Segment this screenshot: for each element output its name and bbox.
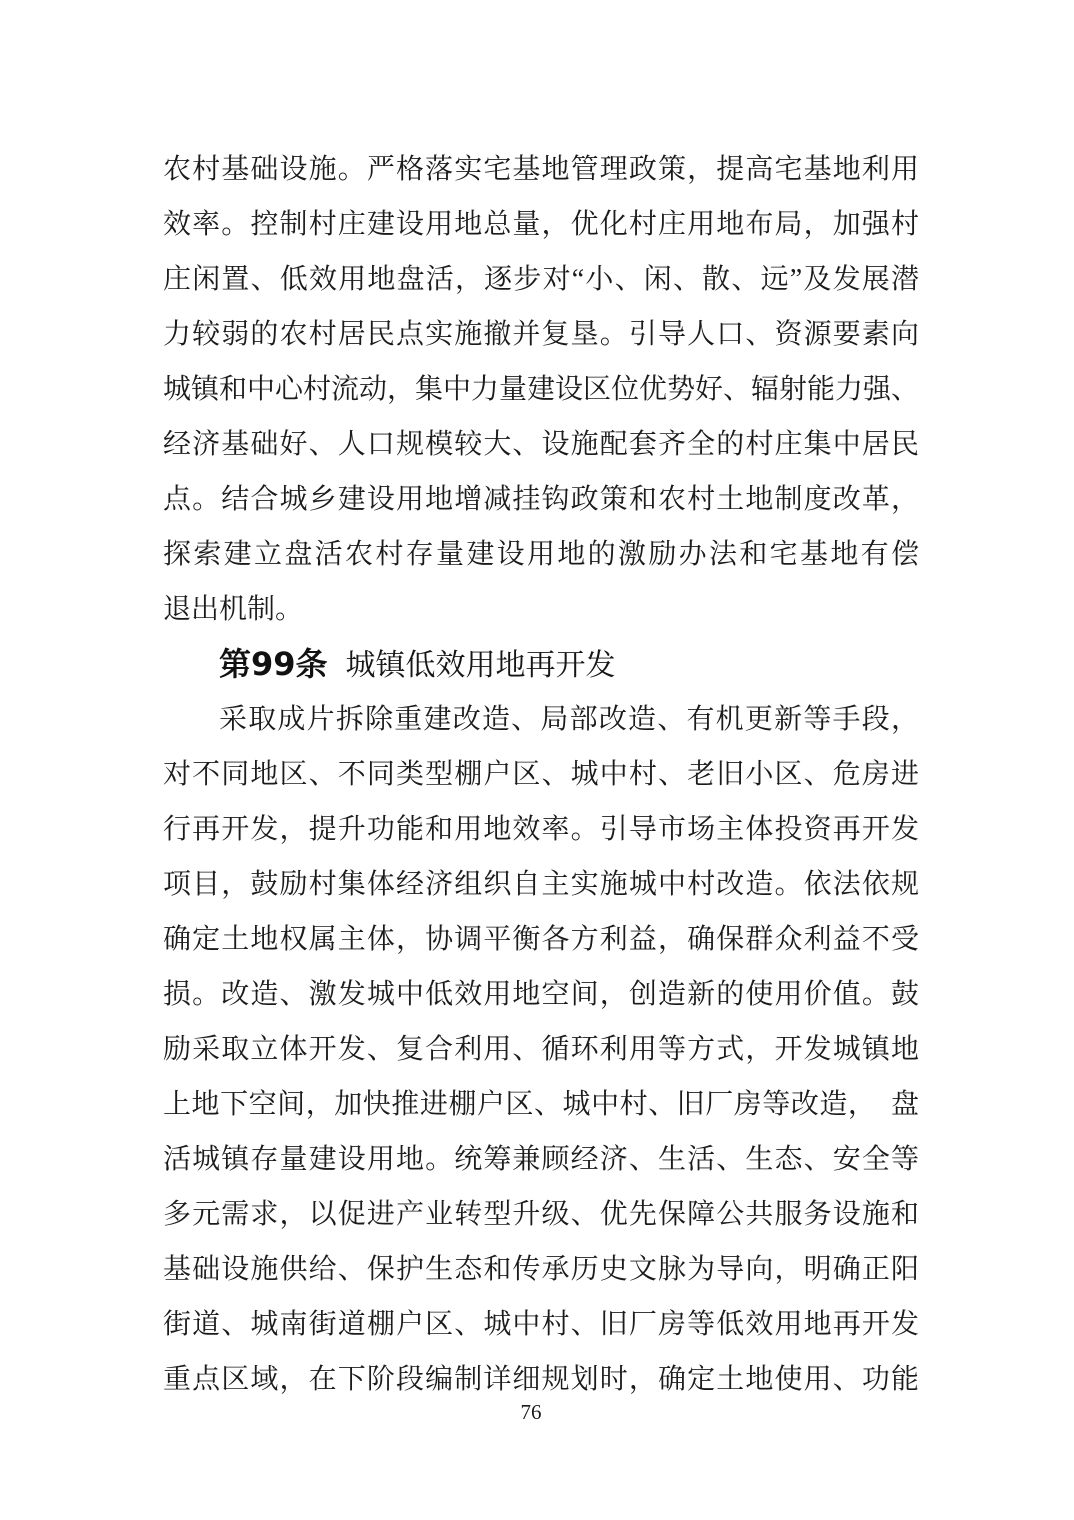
body-line: 街道、城南街道棚户区、城中村、旧厂房等低效用地再开发: [163, 1309, 919, 1340]
body-line: 效率。控制村庄建设用地总量，优化村庄用地布局，加强村: [163, 209, 919, 240]
body-line: 基础设施供给、保护生态和传承历史文脉为导向，明确正阳: [163, 1254, 919, 1285]
body-line: 确定土地权属主体，协调平衡各方利益，确保群众利益不受: [163, 924, 919, 955]
page-footer: [0, 1398, 1062, 1426]
body-line: 农村基础设施。严格落实宅基地管理政策，提高宅基地利用: [163, 154, 919, 185]
body-line: 探索建立盘活农村存量建设用地的激励办法和宅基地有偿: [163, 539, 919, 570]
document-body: [163, 142, 919, 1407]
body-line: 力较弱的农村居民点实施撤并复垦。引导人口、资源要素向: [163, 319, 919, 350]
body-line: 城镇和中心村流动，集中力量建设区位优势好、辐射能力强、: [163, 374, 920, 405]
body-line: 点。结合城乡建设用地增减挂钩政策和农村土地制度改革，: [163, 484, 919, 515]
article-title: 城镇低效用地再开发: [345, 649, 616, 682]
body-line: 重点区域，在下阶段编制详细规划时，确定土地使用、功能: [163, 1364, 919, 1395]
body-line: 活城镇存量建设用地。统筹兼顾经济、生活、生态、安全等: [163, 1144, 919, 1175]
body-line: 行再开发，提升功能和用地效率。引导市场主体投资再开发: [163, 814, 919, 845]
body-line: 经济基础好、人口规模较大、设施配套齐全的村庄集中居民: [163, 429, 919, 460]
body-line: 上地下空间，加快推进棚户区、城中村、旧厂房等改造， 盘: [163, 1089, 919, 1120]
body-line: 对不同地区、不同类型棚户区、城中村、老旧小区、危房进: [163, 759, 919, 790]
article-number: 第99条: [219, 645, 328, 683]
body-line: 庄闲置、低效用地盘活，逐步对“小、闲、散、远”及发展潜: [163, 264, 919, 295]
body-line: 多元需求，以促进产业转型升级、优先保障公共服务设施和: [163, 1199, 919, 1230]
body-line: 采取成片拆除重建改造、局部改造、有机更新等手段，: [219, 704, 919, 735]
body-line: 损。改造、激发城中低效用地空间，创造新的使用价值。鼓: [163, 979, 919, 1010]
article-heading: [163, 637, 919, 692]
page-number: 76: [520, 1400, 542, 1424]
body-line: 项目，鼓励村集体经济组织自主实施城中村改造。依法依规: [163, 869, 919, 900]
body-line: 励采取立体开发、复合利用、循环利用等方式，开发城镇地: [163, 1034, 919, 1065]
body-line: 退出机制。: [163, 594, 304, 625]
